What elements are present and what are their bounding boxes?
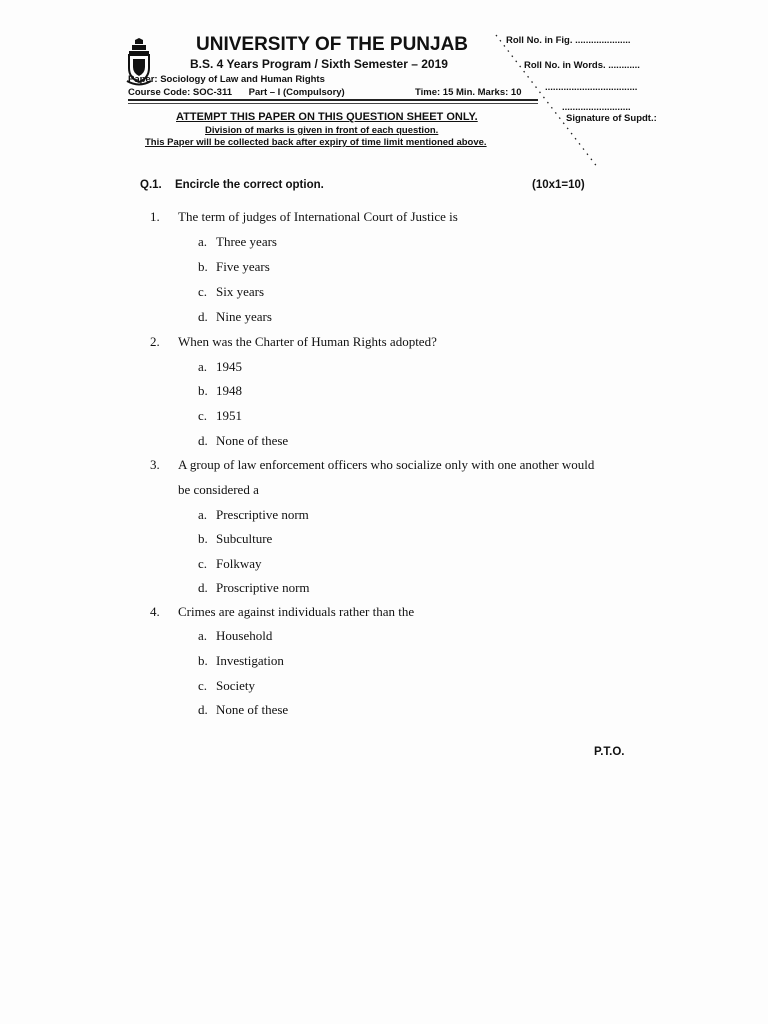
option-item[interactable]: b. Investigation bbox=[198, 653, 284, 668]
course-code: Course Code: SOC-311 bbox=[128, 87, 232, 98]
paper-part: Part – I (Compulsory) bbox=[248, 87, 345, 98]
question-text: When was the Charter of Human Rights adopted? bbox=[178, 334, 437, 349]
option-item[interactable]: a. Prescriptive norm bbox=[198, 507, 309, 522]
question-number: 4. bbox=[150, 604, 160, 619]
option-item[interactable]: b. Subculture bbox=[198, 531, 273, 546]
option-item[interactable]: d. None of these bbox=[198, 702, 289, 717]
option-item[interactable]: c. Society bbox=[198, 678, 255, 693]
option-item[interactable]: a. Three years bbox=[198, 234, 277, 249]
option-item[interactable]: a. 1945 bbox=[198, 359, 242, 374]
option-item[interactable]: b. Five years bbox=[198, 259, 270, 274]
option-item[interactable]: c. Folkway bbox=[198, 556, 262, 571]
question-text: A group of law enforcement officers who socialize only with one another would bbox=[178, 457, 595, 472]
question-number: 2. bbox=[150, 334, 160, 349]
option-item[interactable]: b. 1948 bbox=[198, 383, 242, 398]
option-item[interactable]: c. Six years bbox=[198, 284, 265, 299]
question-text: Crimes are against individuals rather than the bbox=[178, 604, 415, 619]
question-number: 3. bbox=[150, 457, 160, 472]
division-instruction: Division of marks is given in front of each question. bbox=[205, 125, 439, 136]
time-marks: Time: 15 Min. Marks: 10 bbox=[415, 87, 522, 98]
option-item[interactable]: d. Nine years bbox=[198, 309, 272, 324]
roll-no-words-continuation[interactable]: ................................... bbox=[545, 82, 638, 93]
signature-label: Signature of Supdt.: bbox=[566, 113, 657, 124]
option-item[interactable]: d. Proscriptive norm bbox=[198, 580, 310, 595]
university-name: UNIVERSITY OF THE PUNJAB bbox=[196, 34, 469, 55]
section-number: Q.1. bbox=[140, 179, 162, 191]
header-rule-thin bbox=[128, 103, 538, 104]
roll-no-words-field[interactable]: Roll No. in Words. ............ bbox=[524, 60, 640, 71]
paper-title: Paper: Sociology of Law and Human Rights bbox=[128, 74, 325, 85]
attempt-instruction: ATTEMPT THIS PAPER ON THIS QUESTION SHEET ONLY. bbox=[176, 111, 478, 123]
section-label: Encircle the correct option. bbox=[174, 179, 324, 191]
question-text-continued: be considered a bbox=[178, 482, 259, 497]
option-item[interactable]: d. None of these bbox=[198, 433, 289, 448]
collect-instruction: This Paper will be collected back after expiry of time limit mentioned above. bbox=[145, 137, 487, 148]
program-line: B.S. 4 Years Program / Sixth Semester – 2019 bbox=[190, 57, 448, 71]
header-rule bbox=[128, 99, 538, 101]
roll-no-fig-field[interactable]: Roll No. in Fig. ..................... bbox=[506, 35, 631, 46]
course-line bbox=[128, 87, 359, 98]
option-item[interactable]: c. 1951 bbox=[198, 408, 242, 423]
section-marks: (10x1=10) bbox=[532, 179, 585, 191]
question-text: The term of judges of International Court of Justice is bbox=[178, 209, 458, 224]
section-heading bbox=[140, 179, 324, 191]
question-number: 1. bbox=[150, 209, 160, 224]
option-item[interactable]: a. Household bbox=[198, 628, 273, 643]
signature-line[interactable]: .......................... bbox=[562, 102, 631, 113]
pto-label: P.T.O. bbox=[594, 746, 625, 758]
